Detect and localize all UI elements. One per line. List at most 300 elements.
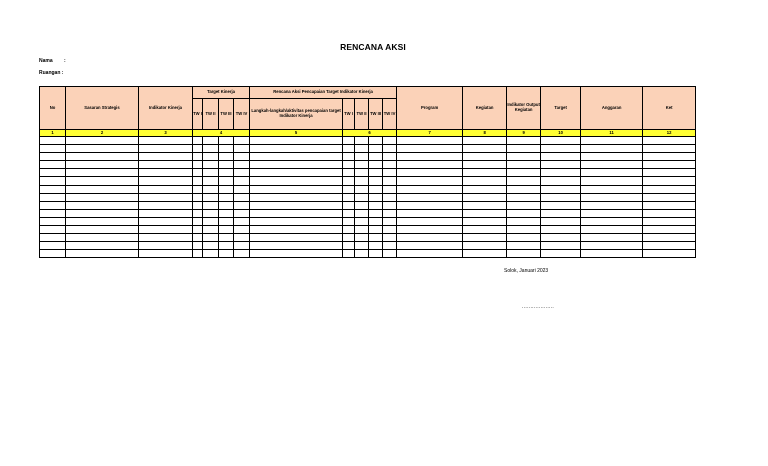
table-cell (581, 161, 643, 169)
table-cell (463, 193, 507, 201)
table-cell (355, 193, 369, 201)
table-cell (139, 217, 193, 225)
table-cell (383, 177, 397, 185)
table-cell (643, 145, 696, 153)
table-cell (139, 209, 193, 217)
table-cell (234, 153, 250, 161)
table-cell (40, 226, 66, 234)
table-cell (40, 145, 66, 153)
table-cell (507, 209, 541, 217)
table-cell (383, 153, 397, 161)
table-cell (581, 242, 643, 250)
table-cell (203, 193, 219, 201)
table-cell (66, 250, 139, 258)
table-cell (234, 169, 250, 177)
table-cell (397, 137, 463, 145)
table-cell (250, 185, 343, 193)
table-cell (355, 145, 369, 153)
table-cell (507, 137, 541, 145)
table-cell (463, 161, 507, 169)
column-number-row (40, 130, 696, 137)
table-cell (193, 161, 203, 169)
table-cell (343, 250, 355, 258)
table-cell (203, 209, 219, 217)
table-cell (343, 177, 355, 185)
table-cell (541, 234, 581, 242)
table-cell (203, 242, 219, 250)
table-cell (507, 161, 541, 169)
table-cell (643, 234, 696, 242)
header-rencana-tw-iii: TW III (369, 99, 383, 130)
table-cell (40, 169, 66, 177)
table-cell (383, 193, 397, 201)
table-cell (250, 217, 343, 225)
table-cell (343, 242, 355, 250)
table-cell (250, 153, 343, 161)
table-cell (193, 209, 203, 217)
column-number: 9 (507, 130, 541, 137)
ruangan-field (39, 70, 63, 76)
table-cell (463, 153, 507, 161)
table-cell (463, 145, 507, 153)
table-cell (139, 193, 193, 201)
table-cell (203, 169, 219, 177)
header-program: Program (397, 87, 463, 130)
table-cell (369, 226, 383, 234)
table-cell (541, 201, 581, 209)
table-cell (581, 193, 643, 201)
header-target-tw-ii: TW II (203, 99, 219, 130)
table-cell (203, 250, 219, 258)
table-cell (355, 137, 369, 145)
table-cell (541, 153, 581, 161)
table-cell (383, 161, 397, 169)
table-cell (40, 161, 66, 169)
header-kegiatan: Kegiatan (463, 87, 507, 130)
table-cell (643, 185, 696, 193)
header-no: No (40, 87, 66, 130)
table-cell (541, 209, 581, 217)
table-cell (397, 226, 463, 234)
table-cell (66, 177, 139, 185)
table-cell (355, 226, 369, 234)
nama-field (39, 58, 66, 64)
place-date: Solok, Januari 2023 (504, 268, 549, 274)
table-cell (250, 145, 343, 153)
table-cell (219, 209, 234, 217)
table-cell (219, 201, 234, 209)
table-cell (541, 185, 581, 193)
table-cell (234, 145, 250, 153)
column-number: 6 (343, 130, 397, 137)
table-cell (234, 161, 250, 169)
table-cell (507, 201, 541, 209)
table-cell (193, 242, 203, 250)
table-cell (250, 177, 343, 185)
table-cell (343, 169, 355, 177)
table-cell (193, 226, 203, 234)
table-cell (643, 177, 696, 185)
table-cell (40, 137, 66, 145)
header-target: Target (541, 87, 581, 130)
table-cell (234, 201, 250, 209)
table-cell (581, 185, 643, 193)
table-cell (40, 234, 66, 242)
table-cell (203, 137, 219, 145)
table-cell (643, 242, 696, 250)
table-row (40, 137, 696, 145)
table-cell (250, 234, 343, 242)
column-number: 8 (463, 130, 507, 137)
table-cell (355, 201, 369, 209)
nama-colon: : (64, 58, 66, 64)
table-cell (355, 234, 369, 242)
table-cell (541, 242, 581, 250)
table-cell (383, 209, 397, 217)
table-row (40, 201, 696, 209)
table-cell (193, 145, 203, 153)
header-rencana-tw-ii: TW II (355, 99, 369, 130)
table-row (40, 242, 696, 250)
table-cell (397, 250, 463, 258)
header-rencana-tw-iv: TW IV (383, 99, 397, 130)
table-cell (203, 177, 219, 185)
table-cell (369, 177, 383, 185)
table-cell (643, 217, 696, 225)
table-cell (397, 185, 463, 193)
table-cell (66, 145, 139, 153)
table-cell (581, 169, 643, 177)
table-cell (193, 137, 203, 145)
table-cell (40, 153, 66, 161)
table-cell (234, 217, 250, 225)
table-cell (193, 234, 203, 242)
table-cell (397, 209, 463, 217)
table-cell (343, 185, 355, 193)
table-cell (193, 169, 203, 177)
header-target-tw-iv: TW IV (234, 99, 250, 130)
table-row (40, 161, 696, 169)
table-cell (66, 234, 139, 242)
rencana-aksi-table (39, 86, 696, 258)
table-cell (541, 193, 581, 201)
table-cell (219, 169, 234, 177)
table-cell (66, 161, 139, 169)
table-cell (66, 193, 139, 201)
table-cell (369, 209, 383, 217)
table-cell (383, 137, 397, 145)
table-row (40, 217, 696, 225)
table-cell (234, 193, 250, 201)
table-cell (66, 153, 139, 161)
table-cell (234, 242, 250, 250)
table-cell (203, 217, 219, 225)
header-langkah: Langkah-langkah/aktivitas pencapaian target Indikator Kinerja (250, 99, 343, 130)
table-cell (40, 185, 66, 193)
table-cell (139, 226, 193, 234)
table-cell (463, 209, 507, 217)
table-cell (250, 242, 343, 250)
ruangan-label: Ruangan : (39, 70, 64, 76)
table-cell (234, 250, 250, 258)
table-cell (397, 169, 463, 177)
table-cell (541, 137, 581, 145)
column-number: 4 (193, 130, 250, 137)
table-cell (40, 250, 66, 258)
table-cell (219, 234, 234, 242)
header-indikator-kinerja: Indikator Kinerja (139, 87, 193, 130)
header-ket: Ket (643, 87, 696, 130)
table-cell (355, 153, 369, 161)
table-cell (203, 201, 219, 209)
table-cell (193, 217, 203, 225)
header-target-tw-i: TW I (193, 99, 203, 130)
table-cell (581, 226, 643, 234)
table-cell (139, 250, 193, 258)
table-cell (250, 169, 343, 177)
table-cell (250, 201, 343, 209)
table-cell (234, 177, 250, 185)
table-cell (369, 185, 383, 193)
table-cell (369, 153, 383, 161)
table-cell (40, 242, 66, 250)
table-cell (250, 193, 343, 201)
table-cell (203, 145, 219, 153)
table-cell (463, 217, 507, 225)
header-target-tw-iii: TW III (219, 99, 234, 130)
table-cell (397, 242, 463, 250)
table-cell (581, 201, 643, 209)
table-cell (219, 250, 234, 258)
table-cell (463, 185, 507, 193)
table-cell (355, 161, 369, 169)
table-cell (219, 217, 234, 225)
table-cell (355, 242, 369, 250)
table-cell (219, 193, 234, 201)
table-cell (234, 234, 250, 242)
table-cell (66, 242, 139, 250)
table-cell (234, 226, 250, 234)
table-cell (397, 234, 463, 242)
header-rencana-aksi: Rencana Aksi Pencapaian Target Indikator Kinerja (250, 87, 397, 99)
table-cell (643, 137, 696, 145)
table-cell (193, 153, 203, 161)
table-cell (369, 145, 383, 153)
table-cell (463, 250, 507, 258)
table-cell (66, 185, 139, 193)
header-sasaran-strategis: Sasaran Strategis (66, 87, 139, 130)
table-cell (250, 137, 343, 145)
column-number: 12 (643, 130, 696, 137)
table-cell (139, 137, 193, 145)
table-cell (369, 161, 383, 169)
table-cell (541, 161, 581, 169)
table-row (40, 250, 696, 258)
signature-line: ................... (522, 304, 555, 310)
table-cell (40, 201, 66, 209)
table-row (40, 177, 696, 185)
table-cell (343, 161, 355, 169)
table-cell (355, 209, 369, 217)
column-number: 7 (397, 130, 463, 137)
table-row (40, 234, 696, 242)
table-cell (397, 161, 463, 169)
table-cell (383, 226, 397, 234)
table-cell (234, 137, 250, 145)
table-cell (541, 217, 581, 225)
table-cell (463, 201, 507, 209)
table-cell (507, 169, 541, 177)
column-number: 2 (66, 130, 139, 137)
table-cell (383, 145, 397, 153)
table-cell (383, 242, 397, 250)
table-cell (139, 169, 193, 177)
table-cell (355, 177, 369, 185)
table-cell (507, 226, 541, 234)
table-cell (355, 217, 369, 225)
table-cell (581, 153, 643, 161)
table-cell (219, 177, 234, 185)
table-cell (643, 153, 696, 161)
table-cell (203, 185, 219, 193)
table-cell (463, 137, 507, 145)
table-cell (234, 209, 250, 217)
table-cell (139, 177, 193, 185)
table-row (40, 169, 696, 177)
table-cell (66, 201, 139, 209)
table-cell (369, 217, 383, 225)
table-cell (139, 242, 193, 250)
table-cell (581, 217, 643, 225)
column-number: 10 (541, 130, 581, 137)
table-cell (643, 209, 696, 217)
table-row (40, 209, 696, 217)
table-cell (463, 177, 507, 185)
table-cell (369, 137, 383, 145)
table-row (40, 145, 696, 153)
table-cell (643, 193, 696, 201)
table-cell (66, 217, 139, 225)
table-cell (397, 145, 463, 153)
column-number: 1 (40, 130, 66, 137)
table-cell (40, 177, 66, 185)
table-cell (581, 250, 643, 258)
table-cell (250, 161, 343, 169)
table-cell (343, 193, 355, 201)
table-cell (219, 137, 234, 145)
table-cell (66, 169, 139, 177)
table-cell (139, 161, 193, 169)
table-cell (234, 185, 250, 193)
table-cell (507, 193, 541, 201)
table-cell (66, 209, 139, 217)
table-cell (139, 201, 193, 209)
table-cell (383, 169, 397, 177)
table-cell (40, 209, 66, 217)
table-cell (139, 185, 193, 193)
table-row (40, 226, 696, 234)
table-cell (219, 185, 234, 193)
table-cell (397, 201, 463, 209)
table-cell (139, 234, 193, 242)
table-cell (343, 145, 355, 153)
table-cell (397, 153, 463, 161)
table-cell (343, 201, 355, 209)
table-cell (40, 193, 66, 201)
table-cell (369, 201, 383, 209)
table-cell (193, 193, 203, 201)
table-cell (219, 242, 234, 250)
table-cell (139, 145, 193, 153)
table-cell (66, 226, 139, 234)
table-cell (463, 242, 507, 250)
table-cell (203, 161, 219, 169)
table-cell (581, 177, 643, 185)
table-body (40, 137, 696, 258)
page-title: RENCANA AKSI (340, 42, 406, 52)
table-cell (581, 137, 643, 145)
table-cell (343, 209, 355, 217)
table-cell (383, 185, 397, 193)
table-cell (541, 226, 581, 234)
table-cell (643, 250, 696, 258)
table-cell (343, 226, 355, 234)
column-number: 5 (250, 130, 343, 137)
table-cell (250, 209, 343, 217)
table-cell (581, 234, 643, 242)
table-cell (369, 242, 383, 250)
header-indikator-output: Indikator Output Kegiatan (507, 87, 541, 130)
table-cell (507, 185, 541, 193)
table-cell (343, 217, 355, 225)
table-row (40, 193, 696, 201)
table-cell (219, 226, 234, 234)
table-cell (507, 250, 541, 258)
table-cell (369, 193, 383, 201)
column-number: 3 (139, 130, 193, 137)
table-cell (383, 234, 397, 242)
table-cell (355, 169, 369, 177)
table-cell (250, 226, 343, 234)
table-cell (66, 137, 139, 145)
table-cell (369, 250, 383, 258)
table-cell (203, 234, 219, 242)
table-cell (203, 226, 219, 234)
table-cell (541, 169, 581, 177)
table-cell (40, 217, 66, 225)
table-cell (383, 250, 397, 258)
nama-label: Nama (39, 58, 53, 64)
table-cell (397, 177, 463, 185)
table-cell (219, 153, 234, 161)
table-cell (383, 217, 397, 225)
table-row (40, 153, 696, 161)
header-target-kinerja: Target Kinerja (193, 87, 250, 99)
table-cell (355, 250, 369, 258)
table-cell (541, 250, 581, 258)
table-cell (219, 161, 234, 169)
table-cell (581, 145, 643, 153)
table-cell (581, 209, 643, 217)
header-anggaran: Anggaran (581, 87, 643, 130)
table-cell (397, 193, 463, 201)
table-cell (219, 145, 234, 153)
table-cell (643, 226, 696, 234)
table-cell (507, 177, 541, 185)
table-cell (383, 201, 397, 209)
table-cell (507, 145, 541, 153)
table-cell (463, 234, 507, 242)
